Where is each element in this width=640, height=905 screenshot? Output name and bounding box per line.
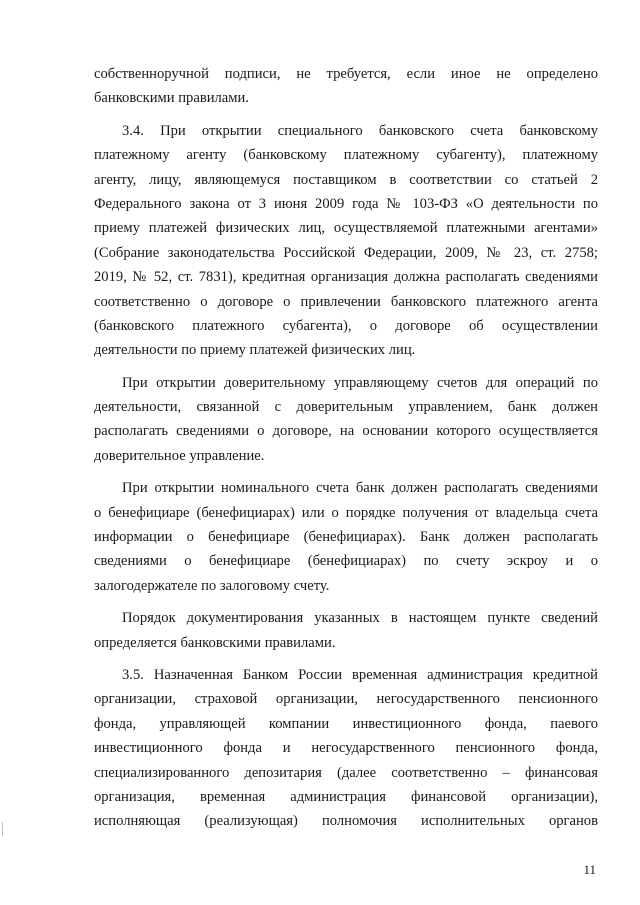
text-line: Федерального закона от 3 июня 2009 года № 103-ФЗ «О деятельности по (94, 195, 598, 212)
page-number: 11 (583, 862, 596, 877)
text-line: специализированного депозитария (далее соответственно – финансовая (94, 764, 598, 781)
scan-margin-mark (2, 822, 3, 836)
text-line: соответственно о договоре о привлечении банковского платежного агента (94, 293, 598, 310)
text-line: о бенефициаре (бенефициарах) или о порядке получения от владельца счета (94, 504, 598, 521)
text-line: организация, временная администрация финансовой организации), (94, 788, 598, 805)
text-line: деятельности по приему платежей физических лиц. (94, 342, 416, 359)
text-line: агенту, лицу, являющемуся поставщиком в соответствии со статьей 2 (94, 171, 598, 188)
document-body (94, 62, 598, 842)
text-line: организации, страховой организации, негосударственного пенсионного (94, 691, 598, 708)
text-line: информации о бенефициаре (бенефициарах). Банк должен располагать (94, 529, 598, 546)
text-line: Порядок документирования указанных в настоящем пункте сведений (122, 610, 598, 627)
text-line: платежному агенту (банковскому платежному субагенту), платежному (94, 147, 598, 164)
text-line: (Собрание законодательства Российской Федерации, 2009, № 23, ст. 2758; (94, 244, 598, 261)
text-line: сведениями о бенефициаре (бенефициарах) по счету эскроу и о (94, 553, 598, 570)
text-line: собственноручной подписи, не требуется, если иное не определено (94, 66, 598, 82)
text-line: 3.4. При открытии специального банковского счета банковскому (122, 122, 598, 139)
paragraph-3-5 (94, 663, 598, 834)
text-line: фонда, управляющей компании инвестиционного фонда, паевого (94, 715, 598, 732)
text-line: 2019, № 52, ст. 7831), кредитная организация должна располагать сведениями (94, 269, 598, 286)
text-line: определяется банковскими правилами. (94, 634, 336, 651)
text-line: залогодержателе по залоговому счету. (94, 577, 330, 594)
text-line: располагать сведениями о договоре, на основании которого осуществляется (94, 423, 598, 440)
text-line: деятельности, связанной с доверительным управлением, банк должен (94, 399, 598, 416)
paragraph-nominal-account (94, 476, 598, 598)
paragraph-3-4 (94, 119, 598, 363)
text-line: 3.5. Назначенная Банком России временная администрация кредитной (122, 666, 598, 683)
text-line: (банковского платежного субагента), о договоре об осуществлении (94, 317, 598, 334)
paragraph-continuation (94, 62, 598, 111)
text-line: исполняющая (реализующая) полномочия исполнительных органов (94, 813, 598, 830)
paragraph-trust-manager (94, 371, 598, 469)
text-line: доверительное управление. (94, 447, 265, 464)
text-line: банковскими правилами. (94, 90, 249, 107)
text-line: При открытии доверительному управляющему счетов для операций по (122, 374, 598, 391)
paragraph-documenting-order (94, 606, 598, 655)
text-line: инвестиционного фонда и негосударственного пенсионного фонда, (94, 740, 598, 757)
text-line: приему платежей физических лиц, осуществляемой платежными агентами» (94, 220, 598, 237)
text-line: При открытии номинального счета банк должен располагать сведениями (122, 480, 598, 497)
